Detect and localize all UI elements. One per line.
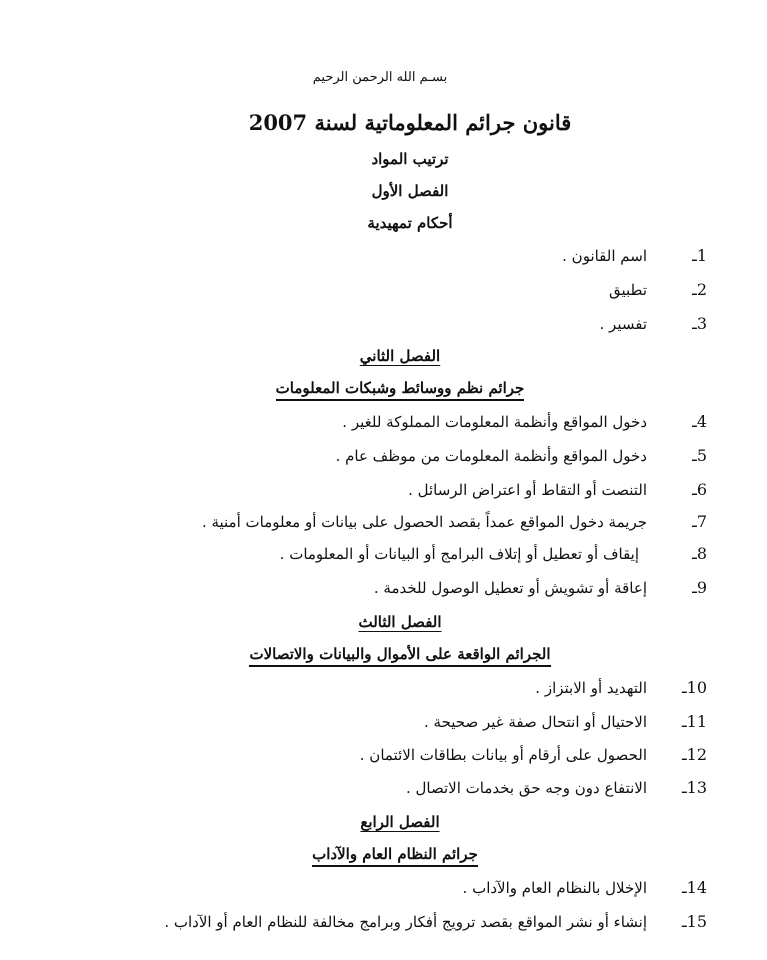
list-item	[336, 446, 707, 465]
list-item	[360, 745, 707, 764]
chapter-3-heading-wrap	[300, 612, 500, 631]
chapter-3-subtitle: الجرائم الواقعة على الأموال والبيانات والاتصالات	[249, 645, 550, 667]
item-text: اسم القانون .	[562, 247, 647, 265]
item-text: الانتفاع دون وجه حق بخدمات الاتصال .	[405, 779, 647, 797]
list-item	[342, 412, 707, 431]
chapter-2-heading: الفصل الثاني	[359, 347, 441, 365]
item-number: 6ـ	[692, 480, 707, 499]
list-item	[535, 678, 707, 697]
list-item	[374, 578, 707, 597]
item-text: إنشاء أو نشر المواقع بقصد ترويج أفكار وبرامج مخالفة للنظام العام أو الآداب .	[164, 913, 647, 931]
item-number: 4ـ	[692, 412, 707, 431]
item-text: إيقاف أو تعطيل أو إتلاف البرامج أو البيانات أو المعلومات .	[279, 545, 639, 563]
list-item	[609, 280, 707, 299]
list-item	[408, 480, 707, 499]
item-number: 1ـ	[692, 246, 707, 265]
basmala: بسـم الله الرحمن الرحيم	[312, 70, 448, 85]
item-number: 7ـ	[692, 512, 707, 531]
item-number: 14ـ	[681, 878, 707, 897]
item-number: 2ـ	[692, 280, 707, 299]
list-item	[406, 778, 707, 797]
item-text: دخول المواقع وأنظمة المعلومات من موظف عام .	[335, 447, 647, 465]
item-number: 11ـ	[681, 712, 707, 731]
item-text: الحصول على أرقام أو بيانات بطاقات الائتمان .	[359, 746, 647, 764]
list-item	[463, 878, 707, 897]
item-number: 10ـ	[681, 678, 707, 697]
item-text: دخول المواقع وأنظمة المعلومات المملوكة للغير .	[342, 413, 647, 431]
chapter-4-heading-wrap	[300, 812, 500, 831]
chapter-4-subtitle-wrap	[250, 844, 540, 863]
list-item	[600, 314, 707, 333]
item-text: الإخلال بالنظام العام والآداب .	[462, 879, 647, 897]
list-item	[424, 712, 707, 731]
chapter-1-heading: الفصل الأول	[371, 182, 449, 200]
chapter-4-heading: الفصل الرابع	[360, 813, 440, 831]
item-text: التهديد أو الابتزاز .	[535, 679, 647, 697]
list-item	[280, 544, 707, 563]
list-item	[202, 512, 707, 531]
contents-heading: ترتيب المواد	[371, 150, 449, 168]
item-number: 3ـ	[692, 314, 707, 333]
chapter-4-subtitle: جرائم النظام العام والآداب	[312, 845, 478, 867]
item-text: الاحتيال أو انتحال صفة غير صحيحة .	[423, 713, 647, 731]
chapter-2-subtitle: جرائم نظم ووسائط وشبكات المعلومات	[276, 379, 525, 401]
chapter-3-subtitle-wrap	[230, 644, 570, 663]
chapter-3-heading: الفصل الثالث	[358, 613, 442, 631]
item-number: 12ـ	[681, 745, 707, 764]
item-text: إعاقة أو تشويش أو تعطيل الوصول للخدمة .	[373, 579, 647, 597]
item-number: 15ـ	[681, 912, 707, 931]
list-item	[562, 246, 707, 265]
list-item	[164, 912, 707, 931]
item-text: تطبيق	[608, 281, 647, 299]
item-text: التنصت أو التقاط أو اعتراض الرسائل .	[408, 481, 647, 499]
item-number: 13ـ	[681, 778, 707, 797]
chapter-2-subtitle-wrap	[250, 378, 550, 397]
law-title: قانون جرائم المعلوماتية لسنة 2007	[248, 110, 572, 135]
item-number: 9ـ	[692, 578, 707, 597]
item-number: 8ـ	[692, 544, 707, 563]
item-text: تفسير .	[599, 315, 647, 333]
chapter-2-heading-wrap	[300, 346, 500, 365]
chapter-1-subtitle: أحكام تمهيدية	[367, 214, 453, 232]
item-text: جريمة دخول المواقع عمداً بقصد الحصول على بيانات أو معلومات أمنية .	[201, 513, 647, 531]
item-number: 5ـ	[692, 446, 707, 465]
